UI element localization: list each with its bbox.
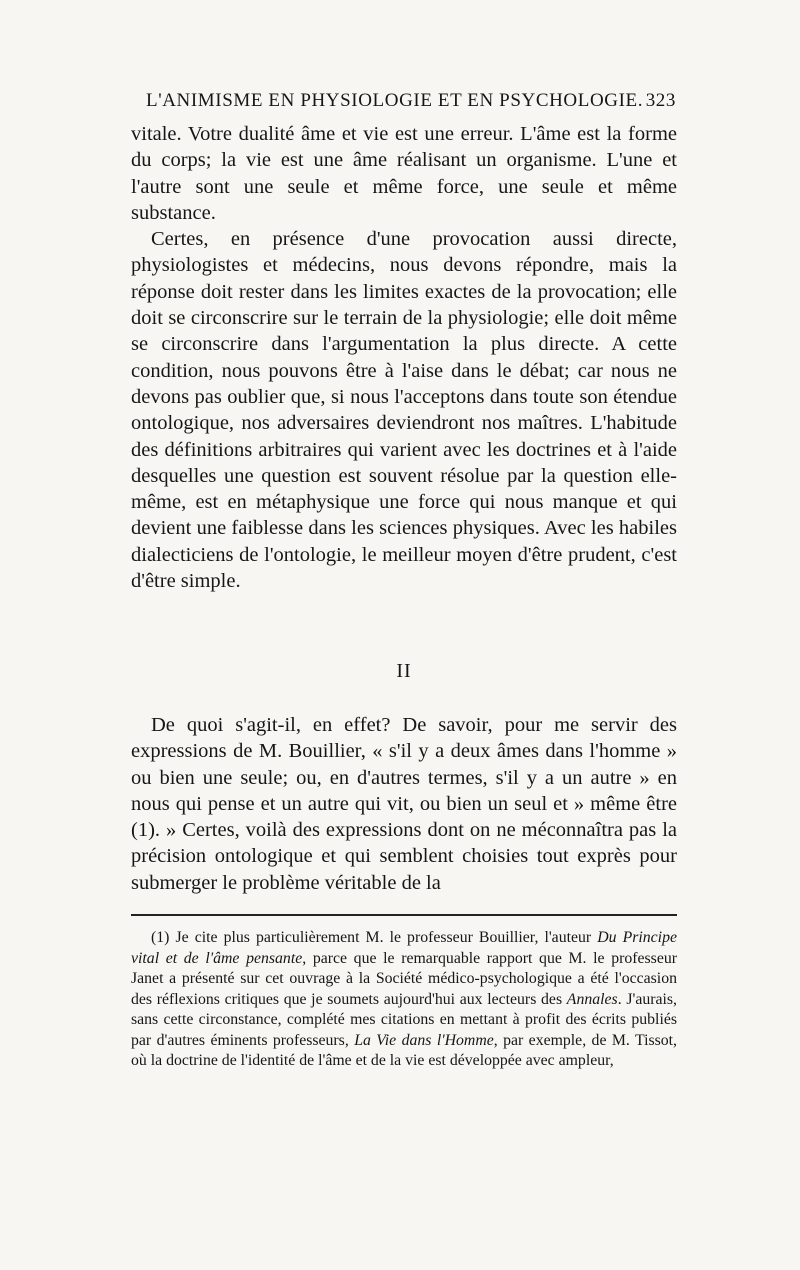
footnote-1 bbox=[131, 928, 677, 1072]
paragraph: De quoi s'agit-il, en effet? De savoir, pour me servir des expressions de M. Bouillier, « s'il y a deux âmes dans l'homme » ou bien une seule; ou, en d'autres termes, s'il y a un autre » en nous qui pense et un autre qui vit, ou bien un seul et » même être (1). » Certes, voilà des expressions dont on ne méconnaîtra pas la précision ontologique et qui semblent choisies tout exprès pour submerger le problème véritable de la bbox=[131, 714, 677, 894]
footnote-text: , parce que le remarquable rapport que M. le professeur Janet a présenté sur cet ouvrage à la Société médico-psychologique a été l'occasion des réflexions critiques que je soumets aujourd'hui aux lecteurs des bbox=[131, 949, 677, 1008]
footnote-divider bbox=[131, 914, 677, 916]
footnote-title: La Vie dans l'Homme bbox=[354, 1031, 494, 1049]
running-header bbox=[146, 90, 676, 120]
paragraph-continuation: vitale. Votre dualité âme et vie est une erreur. L'âme est la forme du corps; la vie est une âme réalisant un organisme. L'une et l'autre sont une seule et même force, une seule et même substance. bbox=[131, 123, 677, 224]
main-text bbox=[131, 121, 677, 594]
running-title: L'ANIMISME EN PHYSIOLOGIE ET EN PSYCHOLOGIE. bbox=[146, 90, 644, 111]
paragraph: Certes, en présence d'une provocation aussi directe, physiologistes et médecins, nous devons répondre, mais la réponse doit rester dans les limites exactes de la provocation; elle doit se circonscrire sur le terrain de la physiologie; elle doit même se circonscrire dans l'argumentation la plus directe. A cette condition, nous pouvons être à l'aise dans le débat; car nous ne devons pas oublier que, si nous l'acceptons dans toute son étendue ontologique, nos adversaires deviendront nos maîtres. L'habitude des définitions arbitraires qui varient avec les doctrines et à l'aide desquelles une question est souvent résolue par la question elle-même, est en métaphysique une force qui nous manque et qui devient une faiblesse dans les sciences physiques. Avec les habiles dialecticiens de l'ontologie, le meilleur moyen d'être prudent, c'est d'être simple. bbox=[131, 228, 677, 593]
footnotes bbox=[131, 928, 677, 1072]
footnote-title: Annales bbox=[566, 990, 618, 1008]
footnote-title: Du Principe vital et de l'âme pensante bbox=[131, 929, 677, 967]
footnote-text: , par exemple, de M. Tissot, où la doctrine de l'identité de l'âme et de la vie est développée avec ampleur, bbox=[131, 1031, 678, 1069]
section-text bbox=[131, 712, 677, 896]
page-number: 323 bbox=[645, 90, 676, 111]
section-number: II bbox=[396, 660, 412, 682]
footnote-text: (1) Je cite plus particulièrement M. le professeur Bouillier, l'auteur bbox=[151, 929, 598, 946]
footnote-text: . J'aurais, sans cette circonstance, complété mes citations en mettant à profit des écrits publiés par d'autres éminents professeurs, bbox=[131, 990, 678, 1049]
